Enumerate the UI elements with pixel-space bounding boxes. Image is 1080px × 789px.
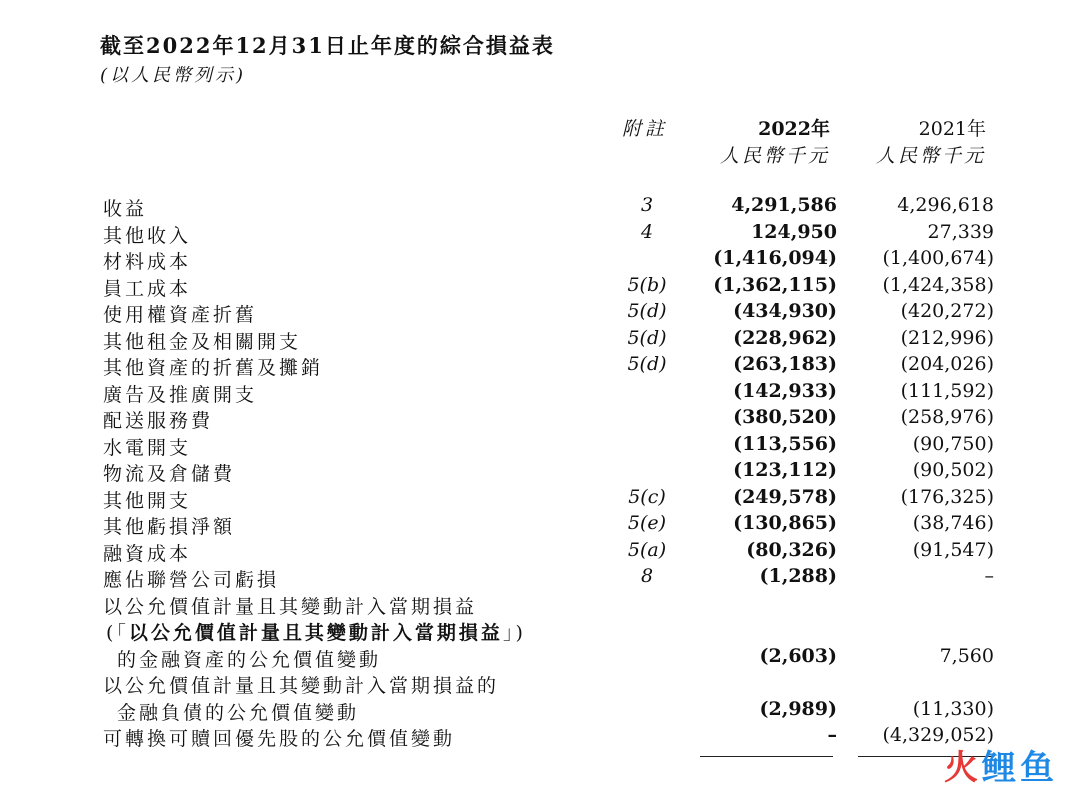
row-note: 3	[640, 194, 654, 216]
open-bracket: (「	[106, 622, 129, 644]
row-value-2021: (90,750)	[912, 432, 994, 455]
row-value-2021: 4,296,618	[897, 194, 994, 216]
table-row	[0, 353, 1080, 380]
row-note: 5(d)	[627, 300, 667, 322]
row-value-2021: (38,746)	[912, 512, 994, 534]
subtotal-rule-2022	[700, 756, 833, 757]
header-year-2022: 2022年	[758, 118, 830, 140]
row-note: 5(a)	[627, 538, 667, 561]
row-value-2021: 7,560	[939, 644, 994, 667]
row-value-2021: (90,502)	[912, 459, 994, 481]
row-value-2021: (420,272)	[900, 300, 994, 322]
table-row	[0, 433, 1080, 460]
row-value-2021: –	[984, 565, 994, 587]
table-row	[0, 221, 1080, 248]
row-label: 其他虧損淨額	[103, 516, 236, 538]
row-label: 以公允價值計量且其變動計入當期損益的	[103, 675, 500, 697]
row-value-2021: (212,996)	[900, 326, 994, 349]
row-value-2022: (228,962)	[733, 326, 837, 349]
row-label: 金融負債的公允價值變動	[117, 701, 360, 724]
fvtpl-liabilities-line1	[0, 671, 1080, 698]
row-label: 其他資產的折舊及攤銷	[103, 357, 324, 379]
header-note-label: 附註	[622, 118, 669, 140]
row-value-2022: 4,291,586	[731, 194, 837, 216]
statement-rows	[0, 194, 1080, 751]
row-label: 其他租金及相關開支	[103, 330, 302, 353]
row-note: 5(c)	[628, 485, 666, 508]
table-row	[0, 565, 1080, 592]
table-row	[0, 512, 1080, 539]
row-value-2022: (142,933)	[733, 379, 837, 402]
row-note: 5(b)	[627, 273, 667, 296]
row-label: 配送服務費	[103, 410, 214, 432]
row-label: 的金融資產的公允價值變動	[117, 648, 382, 671]
row-note: 4	[640, 220, 654, 243]
fvtpl-liabilities-line2	[0, 698, 1080, 725]
row-value-2021: (91,547)	[912, 538, 994, 561]
row-value-2022: (130,865)	[733, 512, 837, 534]
row-value-2021: (176,325)	[900, 485, 994, 508]
row-label-defined-term	[106, 618, 526, 645]
table-row	[0, 724, 1080, 751]
row-value-2022: (1,416,094)	[713, 247, 837, 269]
row-value-2021: 27,339	[927, 220, 994, 243]
statement-title: 截至2022年12月31日止年度的綜合損益表	[100, 33, 555, 58]
row-label: 可轉換可贖回優先股的公允價值變動	[103, 728, 456, 750]
row-label: 使用權資產折舊	[103, 304, 258, 326]
row-label: 融資成本	[103, 542, 192, 565]
watermark-char: 火	[944, 748, 980, 788]
row-label: 水電開支	[103, 436, 192, 459]
row-value-2022: (80,326)	[746, 538, 837, 561]
header-year-2021: 2021年	[918, 118, 986, 140]
row-label: 收益	[103, 198, 148, 220]
fvtpl-assets-line1	[0, 592, 1080, 619]
row-value-2022: (2,603)	[759, 644, 837, 667]
row-value-2021: (111,592)	[900, 379, 994, 402]
row-note: 5(e)	[627, 512, 667, 534]
table-row	[0, 486, 1080, 513]
watermark-char: 鱼	[1020, 748, 1056, 788]
row-value-2021: (1,400,674)	[882, 247, 994, 269]
row-label: 應佔聯營公司虧損	[103, 569, 280, 591]
table-row	[0, 327, 1080, 354]
row-label: 物流及倉儲費	[103, 463, 236, 485]
table-row	[0, 459, 1080, 486]
row-note: 8	[640, 565, 654, 587]
header-unit-2021: 人民幣千元	[875, 145, 986, 167]
row-value-2021: (204,026)	[900, 353, 994, 375]
row-value-2021: (4,329,052)	[882, 724, 994, 746]
row-value-2022: (1,362,115)	[713, 273, 837, 296]
row-label: 其他收入	[103, 224, 192, 247]
row-note: 5(d)	[627, 353, 667, 375]
table-row	[0, 406, 1080, 433]
row-value-2022: (1,288)	[759, 565, 837, 587]
row-value-2021: (1,424,358)	[882, 273, 994, 296]
table-row	[0, 380, 1080, 407]
defined-term: 以公允價值計量且其變動計入當期損益	[128, 622, 503, 644]
fvtpl-assets-line2	[0, 618, 1080, 645]
row-value-2022: (263,183)	[733, 353, 837, 375]
row-label: 材料成本	[103, 251, 192, 273]
row-value-2022: (2,989)	[759, 697, 837, 720]
header-unit-2022: 人民幣千元	[719, 145, 830, 167]
row-value-2021: (11,330)	[912, 697, 994, 720]
watermark-char: 鲤	[982, 748, 1018, 788]
row-value-2022: (380,520)	[733, 406, 837, 428]
table-row	[0, 300, 1080, 327]
close-bracket: 」)	[502, 622, 526, 644]
row-value-2022: 124,950	[751, 220, 837, 243]
statement-subtitle: (以人民幣列示)	[100, 65, 247, 86]
row-value-2022: (113,556)	[733, 432, 837, 455]
row-label: 其他開支	[103, 489, 192, 512]
row-value-2022: –	[827, 724, 837, 746]
table-row	[0, 274, 1080, 301]
row-value-2022: (434,930)	[733, 300, 837, 322]
table-row	[0, 539, 1080, 566]
row-value-2021: (258,976)	[900, 406, 994, 428]
row-value-2022: (249,578)	[733, 485, 837, 508]
fvtpl-assets-line3	[0, 645, 1080, 672]
table-row	[0, 194, 1080, 221]
row-label: 廣告及推廣開支	[103, 383, 258, 406]
row-label: 員工成本	[103, 277, 192, 300]
row-note: 5(d)	[627, 326, 667, 349]
row-label: 以公允價值計量且其變動計入當期損益	[103, 595, 478, 618]
watermark-logo	[944, 740, 1056, 789]
row-value-2022: (123,112)	[733, 459, 837, 481]
table-row	[0, 247, 1080, 274]
